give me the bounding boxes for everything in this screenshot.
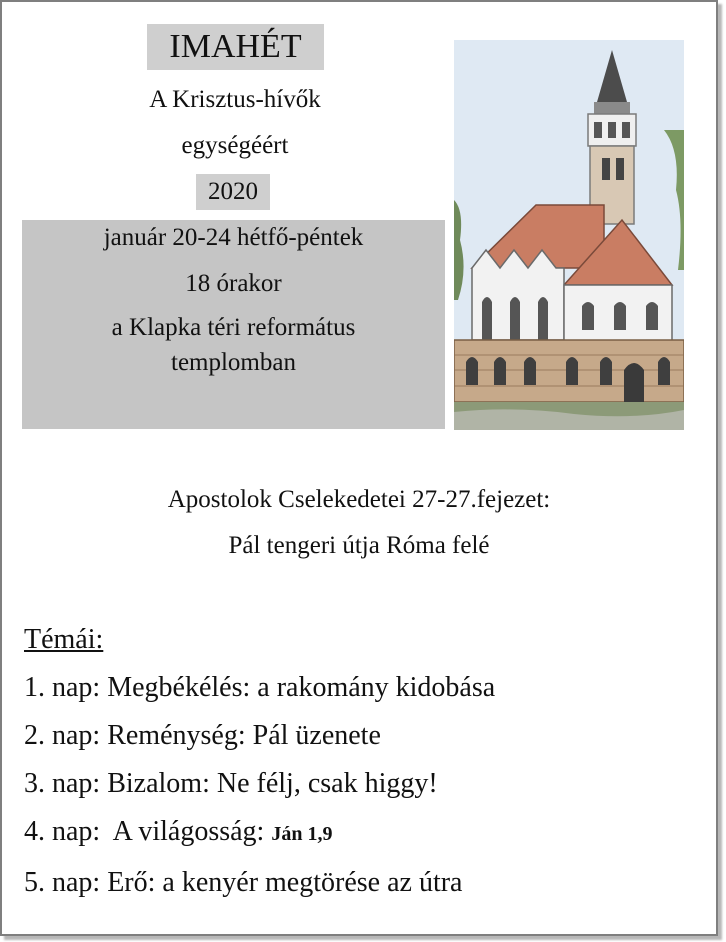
- church-drawing: [454, 40, 684, 430]
- topics-heading: Témái:: [24, 624, 104, 655]
- topic-day-1: [24, 672, 495, 704]
- event-place-line-2: templomban: [171, 349, 296, 376]
- scripture-reference: Apostolok Cselekedetei 27-27.fejezet:: [167, 486, 551, 513]
- scripture-subtitle: Pál tengeri útja Róma felé: [228, 532, 490, 559]
- topic-text: 1. nap: Megbékélés: a rakomány kidobása: [24, 672, 496, 703]
- topic-text: 4. nap: A világosság:: [24, 816, 272, 847]
- subtitle-line-2: egységéért: [181, 132, 289, 159]
- topic-day-4: [24, 816, 332, 848]
- topic-day-2: [24, 720, 381, 752]
- church-illustration: [454, 40, 684, 430]
- event-time: 18 órakor: [185, 270, 282, 297]
- page-title: IMAHÉT: [147, 24, 324, 70]
- topic-text: 5. nap: Erő: a kenyér megtörése az útra: [24, 867, 463, 898]
- topic-day-5: [24, 867, 462, 899]
- topic-bible-reference: Ján 1,9: [271, 823, 333, 845]
- topic-text: 2. nap: Reménység: Pál üzenete: [24, 720, 381, 751]
- topic-day-3: [24, 768, 438, 800]
- event-dates: január 20-24 hétfő-péntek: [103, 224, 364, 251]
- event-year: 2020: [196, 174, 270, 210]
- event-place-line-1: a Klapka téri református: [111, 314, 356, 341]
- event-info-box: [22, 220, 445, 429]
- topic-text: 3. nap: Bizalom: Ne félj, csak higgy!: [24, 768, 438, 799]
- subtitle-line-1: A Krisztus-hívők: [149, 86, 321, 113]
